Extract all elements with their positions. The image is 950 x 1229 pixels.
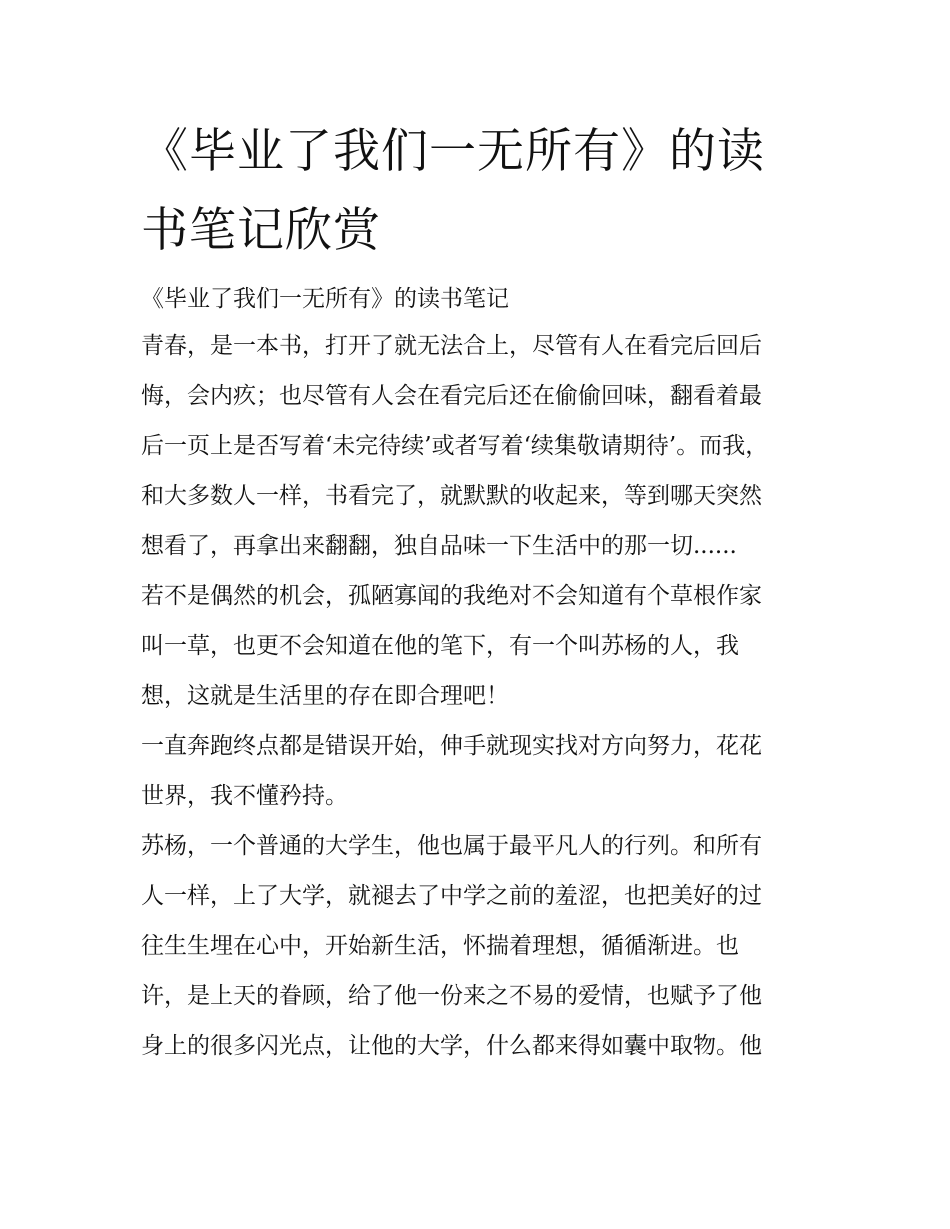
text-line: 想，这就是生活里的存在即合理吧！ — [141, 683, 509, 709]
text-line: 一直奔跑终点都是错误开始，伸手就现实找对方向努力，花花 — [141, 733, 762, 759]
text-line: 青春，是一本书，打开了就无法合上，尽管有人在看完后回后 — [141, 333, 762, 359]
paragraph — [141, 571, 811, 721]
text-line: 和大多数人一样，书看完了，就默默的收起来，等到哪天突然 — [141, 483, 762, 509]
text-line: 苏杨，一个普通的大学生，他也属于最平凡人的行列。和所有 — [141, 833, 762, 859]
title-line: 书笔记欣赏 — [141, 203, 381, 258]
text-line: 想看了，再拿出来翻翻，独自品味一下生活中的那一切...... — [141, 533, 737, 559]
paragraph — [141, 321, 811, 571]
text-line: 许，是上天的眷顾，给了他一份来之不易的爱情，也赋予了他 — [141, 983, 762, 1009]
document-body — [141, 112, 811, 1071]
title-line: 《毕业了我们一无所有》的读 — [141, 124, 765, 179]
text-line: 身上的很多闪光点，让他的大学，什么都来得如囊中取物。他 — [141, 1033, 762, 1059]
text-line: 人一样，上了大学，就褪去了中学之前的羞涩，也把美好的过 — [141, 883, 762, 909]
text-line: 叫一草，也更不会知道在他的笔下，有一个叫苏杨的人，我 — [141, 633, 739, 659]
text-line: 世界，我不懂矜持。 — [141, 783, 348, 809]
text-line: 往生生埋在心中，开始新生活，怀揣着理想，循循渐进。也 — [141, 933, 739, 959]
paragraph — [141, 721, 811, 821]
text-line: 后一页上是否写着‘未完待续’或者写着‘续集敬请期待’。而我， — [141, 433, 769, 459]
text-line: 悔，会内疚；也尽管有人会在看完后还在偷偷回味，翻看着最 — [141, 383, 762, 409]
paragraph — [141, 821, 811, 1071]
text-line: 若不是偶然的机会，孤陋寡闻的我绝对不会知道有个草根作家 — [141, 583, 762, 609]
document-title — [141, 112, 811, 270]
document-subtitle: 《毕业了我们一无所有》的读书笔记 — [141, 286, 509, 312]
